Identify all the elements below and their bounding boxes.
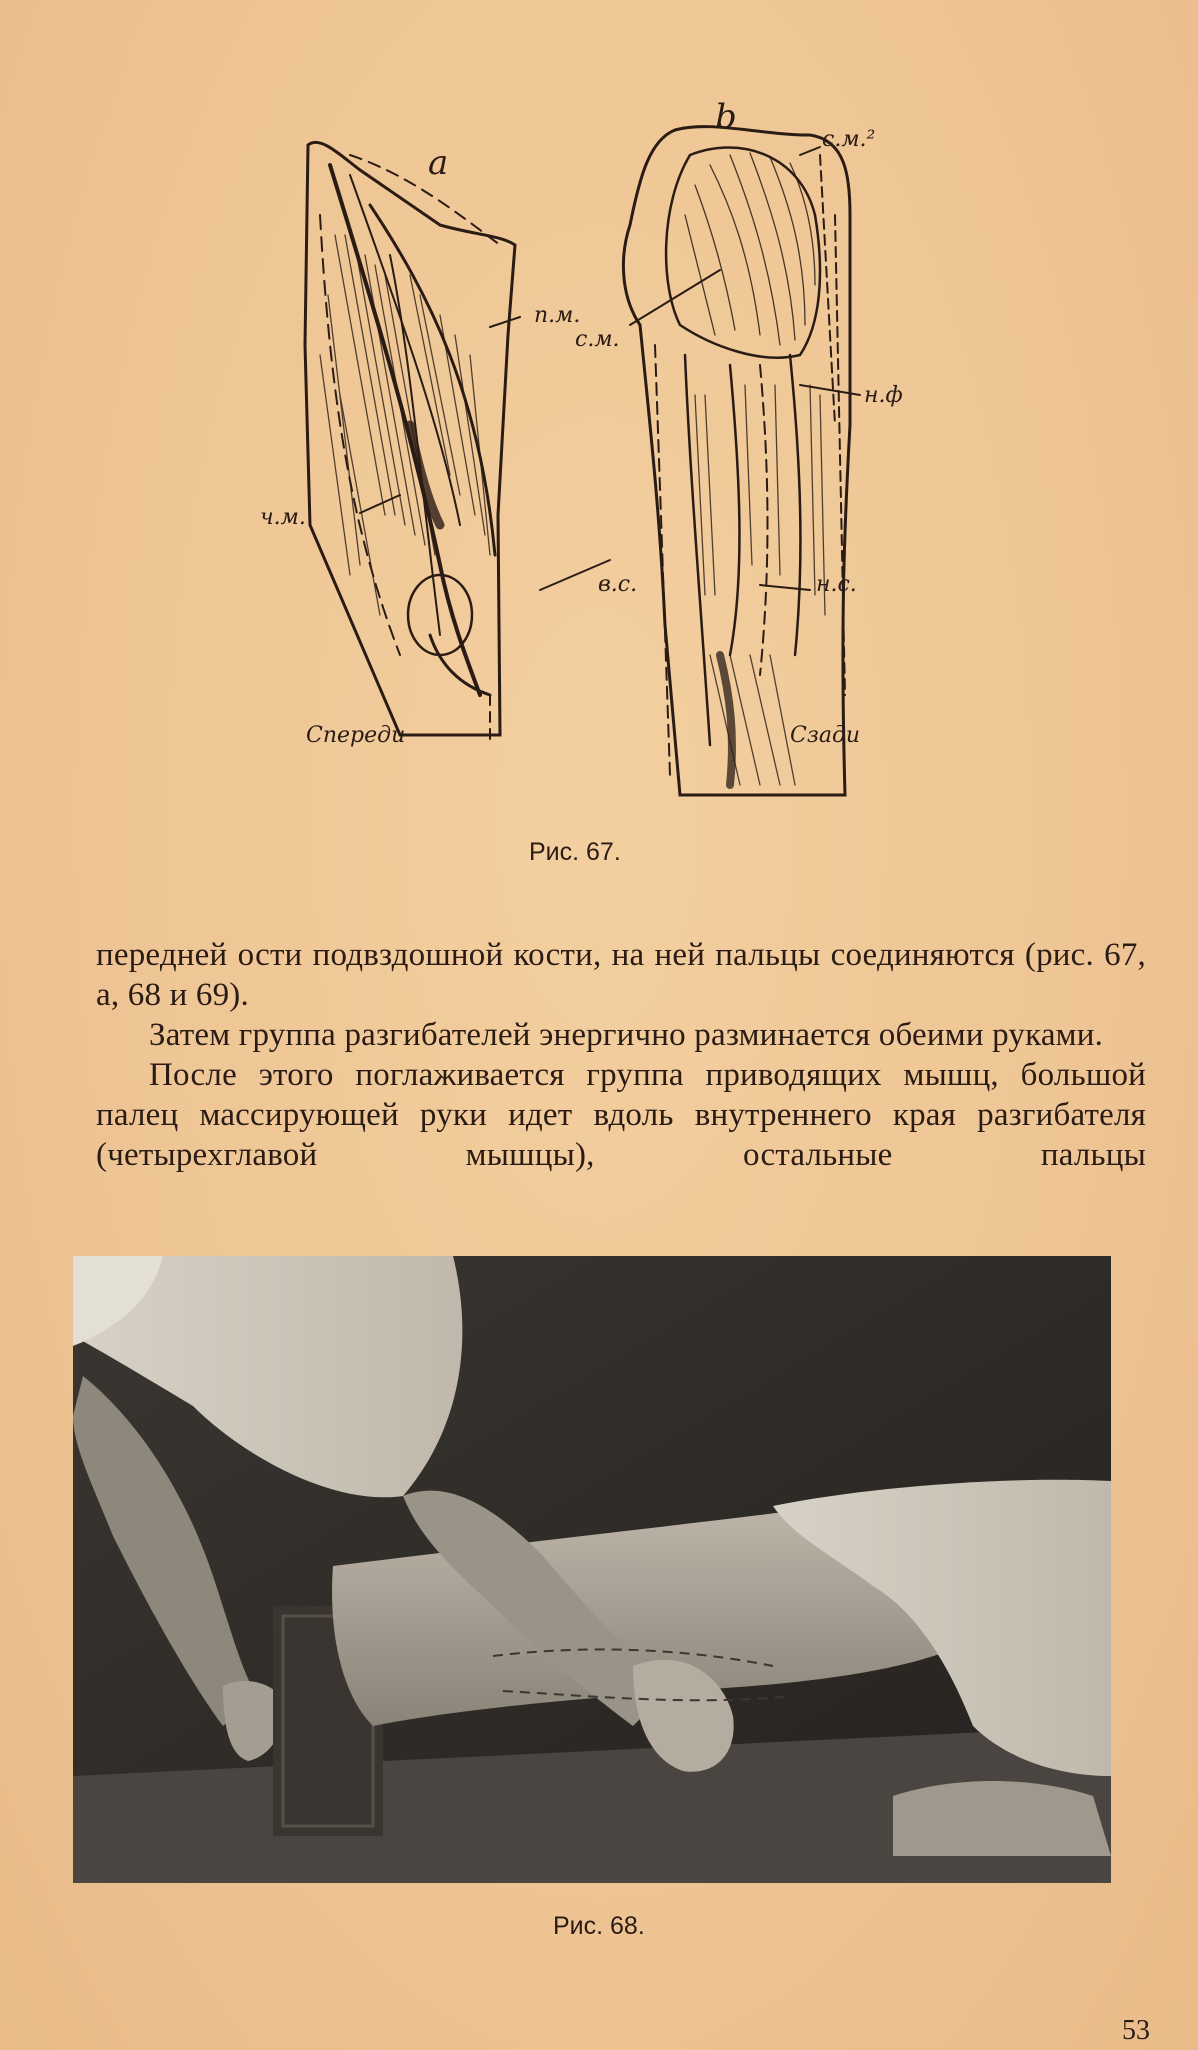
figure-67-caption: Рис. 67. (529, 838, 621, 866)
figure-68-photo (73, 1256, 1111, 1883)
label-sm2: с.м.² (822, 127, 876, 152)
label-vs: в.с. (598, 572, 638, 597)
panel-a-letter: a (428, 143, 449, 183)
page-number: 53 (1122, 2015, 1150, 2046)
paragraph-1: передней ости подвздошной кости, на ней пальцы соединяются (рис. 67, а, 68 и 69). (96, 937, 1146, 1013)
label-pm: п.м. (534, 303, 581, 328)
body-text (96, 935, 1146, 1175)
paragraph-2: Затем группа разгибателей энергично разминается обеими руками. (149, 1017, 1104, 1053)
label-front: Спереди (306, 723, 406, 748)
figure-68-caption: Рис. 68. (553, 1912, 645, 1940)
massage-photo-illustration (73, 1256, 1111, 1883)
label-chm: ч.м. (260, 505, 306, 530)
label-nf: н.ф (864, 383, 903, 408)
thigh-muscles-illustration (290, 95, 930, 815)
figure-67 (260, 95, 930, 815)
paragraph-3: После этого поглаживается группа приводящих мышц, большой палец массирующей руки идет вдоль внутреннего края разгибателя (четырехглавой мышцы), остальные пальцы (96, 1057, 1146, 1173)
label-ns: н.с. (816, 572, 857, 597)
label-back: Сзади (790, 723, 861, 748)
panel-b-letter: b (715, 97, 737, 137)
label-sm: с.м. (575, 327, 620, 352)
